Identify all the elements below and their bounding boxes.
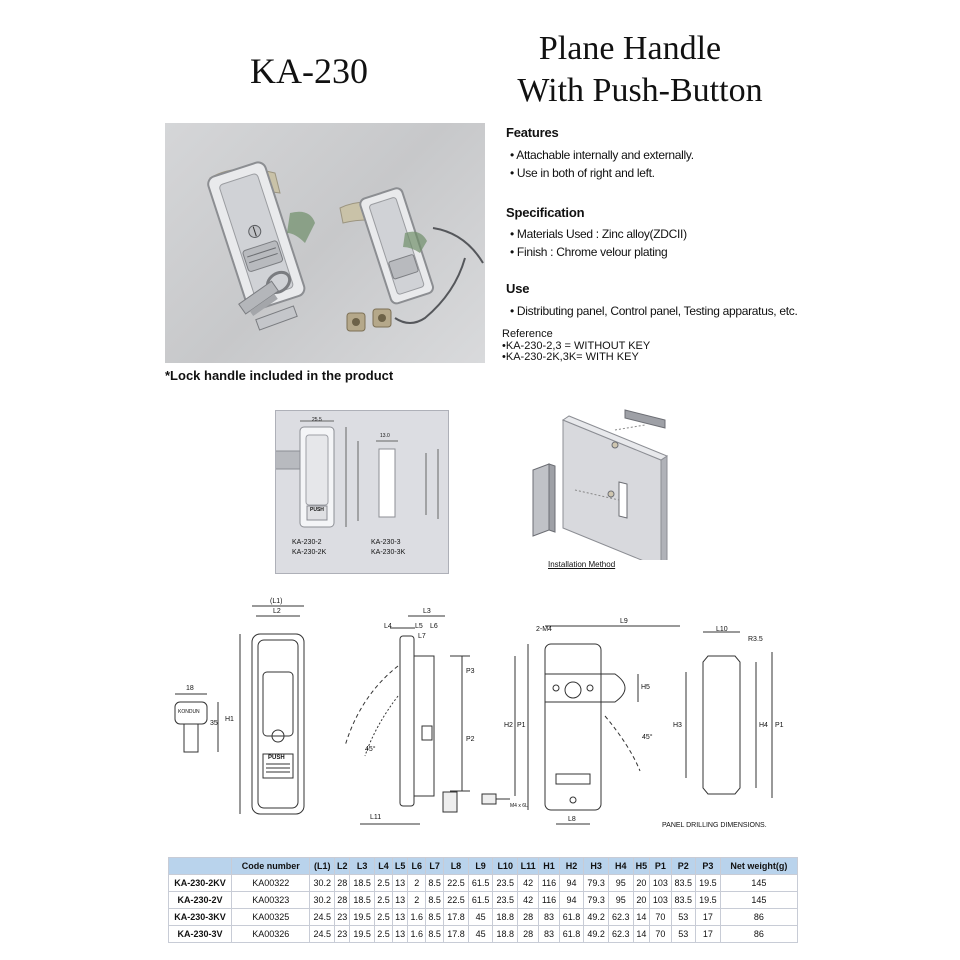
dim-label: L2 [273, 608, 281, 615]
table-row [169, 892, 798, 909]
table-cell: 2.5 [374, 909, 392, 926]
table-cell: 70 [650, 926, 671, 943]
table-cell: 42 [518, 892, 539, 909]
table-row [169, 875, 798, 892]
table-cell: 83.5 [671, 892, 696, 909]
table-header: L8 [444, 858, 469, 875]
front-view-diagram [275, 410, 449, 574]
table-header: L11 [518, 858, 539, 875]
table-cell: 42 [518, 875, 539, 892]
table-cell: KA00322 [232, 875, 310, 892]
specification-item: • Materials Used : Zinc alloy(ZDCII) [510, 227, 687, 241]
table-cell: 13 [392, 909, 407, 926]
table-cell: 23.5 [493, 892, 518, 909]
table-header: P2 [671, 858, 696, 875]
dim-label: H4 [759, 722, 768, 729]
dim-label: R3.5 [748, 636, 763, 643]
dim-label: L11 [370, 814, 382, 821]
dim-label: 18 [186, 685, 194, 692]
table-header: L7 [426, 858, 444, 875]
table-cell: 86 [720, 926, 797, 943]
table-cell: 62.3 [608, 909, 633, 926]
table-row [169, 926, 798, 943]
table-cell: 2.5 [374, 875, 392, 892]
table-cell: 70 [650, 909, 671, 926]
table-cell: 83 [539, 926, 559, 943]
table-cell: 13 [392, 892, 407, 909]
specification-item: • Finish : Chrome velour plating [510, 245, 668, 259]
table-header: L10 [493, 858, 518, 875]
table-cell: 20 [633, 875, 650, 892]
table-cell: 145 [720, 875, 797, 892]
table-cell: 24.5 [310, 909, 335, 926]
table-cell: 14 [633, 909, 650, 926]
photo-note: *Lock handle included in the product [165, 368, 394, 383]
dim-label: L7 [418, 633, 426, 640]
table-cell: 28 [518, 909, 539, 926]
table-cell: 61.8 [559, 909, 584, 926]
table-cell: 86 [720, 909, 797, 926]
table-cell: 18.5 [350, 875, 375, 892]
table-cell: 19.5 [696, 892, 721, 909]
table-cell: 61.5 [468, 892, 493, 909]
dim-label: L5 [415, 623, 423, 630]
table-header: H3 [584, 858, 609, 875]
features-item: • Attachable internally and externally. [510, 148, 694, 162]
table-cell: 30.2 [310, 875, 335, 892]
table-cell: 45 [468, 909, 493, 926]
table-cell: 94 [559, 892, 584, 909]
table-corner [169, 858, 232, 875]
product-photo-illustration [165, 123, 485, 363]
specification-heading: Specification [506, 205, 585, 220]
dim-label: H3 [673, 722, 682, 729]
dim-label: 13.0 [380, 433, 390, 439]
table-cell: 17 [696, 909, 721, 926]
reference-item: •KA-230-2,3 = WITHOUT KEY [502, 340, 651, 352]
dim-label: L3 [423, 608, 431, 615]
table-cell: 17.8 [444, 926, 469, 943]
table-cell: 28 [335, 875, 350, 892]
table-cell: 13 [392, 926, 407, 943]
table-header: H4 [608, 858, 633, 875]
table-header: Code number [232, 858, 310, 875]
table-cell: 49.2 [584, 909, 609, 926]
front-model-label: KA-230-2 [292, 539, 322, 546]
table-header: L3 [350, 858, 375, 875]
table-header: (L1) [310, 858, 335, 875]
installation-caption: Installation Method [548, 560, 616, 569]
table-cell: 53 [671, 926, 696, 943]
table-cell: 79.3 [584, 875, 609, 892]
table-cell: 17 [696, 926, 721, 943]
use-item: • Distributing panel, Control panel, Testing apparatus, etc. [510, 304, 798, 318]
table-model-cell: KA-230-3KV [169, 909, 232, 926]
table-cell: 83 [539, 909, 559, 926]
table-cell: 95 [608, 892, 633, 909]
table-header-row [169, 858, 798, 875]
table-cell: 83.5 [671, 875, 696, 892]
product-photo [165, 123, 485, 363]
table-cell: 49.2 [584, 926, 609, 943]
table-cell: 61.8 [559, 926, 584, 943]
table-cell: 1.6 [408, 909, 426, 926]
table-header: Net weight(g) [720, 858, 797, 875]
spec-table [168, 857, 798, 943]
table-cell: 103 [650, 875, 671, 892]
table-cell: 2 [408, 892, 426, 909]
table-cell: 20 [633, 892, 650, 909]
table-cell: 23.5 [493, 875, 518, 892]
dim-label: H2 [504, 722, 513, 729]
table-header: L4 [374, 858, 392, 875]
reference-item: •KA-230-2K,3K= WITH KEY [502, 351, 639, 363]
table-header: H5 [633, 858, 650, 875]
dim-label: L4 [384, 623, 392, 630]
table-header: L9 [468, 858, 493, 875]
table-cell: 28 [335, 892, 350, 909]
dim-label: L8 [568, 816, 576, 823]
table-header: H1 [539, 858, 559, 875]
table-cell: 18.5 [350, 892, 375, 909]
dim-label: P2 [466, 736, 475, 743]
dim-label: H5 [641, 684, 650, 691]
table-cell: 8.5 [426, 875, 444, 892]
table-cell: 19.5 [696, 875, 721, 892]
table-cell: KA00323 [232, 892, 310, 909]
table-cell: 18.8 [493, 909, 518, 926]
table-cell: 95 [608, 875, 633, 892]
table-header: L5 [392, 858, 407, 875]
table-cell: 61.5 [468, 875, 493, 892]
technical-drawings [160, 596, 800, 836]
table-cell: 23 [335, 909, 350, 926]
table-header: P3 [696, 858, 721, 875]
table-cell: 53 [671, 909, 696, 926]
table-cell: 17.8 [444, 909, 469, 926]
dim-label: 45° [365, 746, 376, 753]
model-title: KA-230 [250, 51, 368, 91]
front-model-label: KA-230-3K [371, 549, 406, 556]
table-cell: 19.5 [350, 909, 375, 926]
installation-diagram [515, 400, 685, 575]
table-cell: 94 [559, 875, 584, 892]
table-cell: 8.5 [426, 892, 444, 909]
dim-label: L9 [620, 618, 628, 625]
table-header: H2 [559, 858, 584, 875]
table-header: L2 [335, 858, 350, 875]
table-cell: 23 [335, 926, 350, 943]
table-cell: 30.2 [310, 892, 335, 909]
table-cell: 2.5 [374, 892, 392, 909]
table-cell: 2 [408, 875, 426, 892]
table-cell: 1.6 [408, 926, 426, 943]
table-cell: 116 [539, 875, 559, 892]
table-cell: 14 [633, 926, 650, 943]
table-model-cell: KA-230-2V [169, 892, 232, 909]
table-cell: 116 [539, 892, 559, 909]
table-cell: 8.5 [426, 909, 444, 926]
table-model-cell: KA-230-3V [169, 926, 232, 943]
table-cell: 103 [650, 892, 671, 909]
table-header: P1 [650, 858, 671, 875]
table-row [169, 909, 798, 926]
dim-label: M4 x 6L [510, 803, 528, 809]
product-title-line2: With Push-Button [517, 72, 763, 109]
dim-label: 35 [210, 720, 218, 727]
table-cell: 28 [518, 926, 539, 943]
table-cell: 19.5 [350, 926, 375, 943]
dim-label: P1 [517, 722, 526, 729]
front-model-label: KA-230-3 [371, 539, 401, 546]
table-cell: 24.5 [310, 926, 335, 943]
dim-label: P1 [775, 722, 784, 729]
dim-label: H1 [225, 716, 234, 723]
table-cell: 22.5 [444, 892, 469, 909]
table-cell: KA00326 [232, 926, 310, 943]
features-heading: Features [506, 125, 559, 140]
front-model-label: KA-230-2K [292, 549, 327, 556]
table-cell: 2.5 [374, 926, 392, 943]
dim-label: 45° [642, 734, 653, 741]
reference-heading: Reference [502, 328, 553, 340]
table-cell: 62.3 [608, 926, 633, 943]
table-model-cell: KA-230-2KV [169, 875, 232, 892]
dim-label: L10 [716, 626, 728, 633]
key-brand: KONDUN [178, 709, 200, 715]
features-item: • Use in both of right and left. [510, 166, 655, 180]
table-cell: 13 [392, 875, 407, 892]
panel-caption: PANEL DRILLING DIMENSIONS. [662, 822, 767, 829]
table-cell: 22.5 [444, 875, 469, 892]
dim-label: 2-M4 [536, 626, 552, 633]
table-cell: 145 [720, 892, 797, 909]
table-cell: 79.3 [584, 892, 609, 909]
table-cell: 8.5 [426, 926, 444, 943]
use-heading: Use [506, 281, 530, 296]
table-header: L6 [408, 858, 426, 875]
dim-label: 25.5 [312, 417, 322, 423]
table-cell: 18.8 [493, 926, 518, 943]
table-cell: 45 [468, 926, 493, 943]
push-label: PUSH [310, 507, 324, 513]
dim-label: (L1) [270, 598, 283, 605]
dim-label: L6 [430, 623, 438, 630]
table-cell: KA00325 [232, 909, 310, 926]
dim-label: P3 [466, 668, 475, 675]
push-label: PUSH [268, 755, 285, 761]
product-title-line1: Plane Handle [538, 30, 722, 67]
